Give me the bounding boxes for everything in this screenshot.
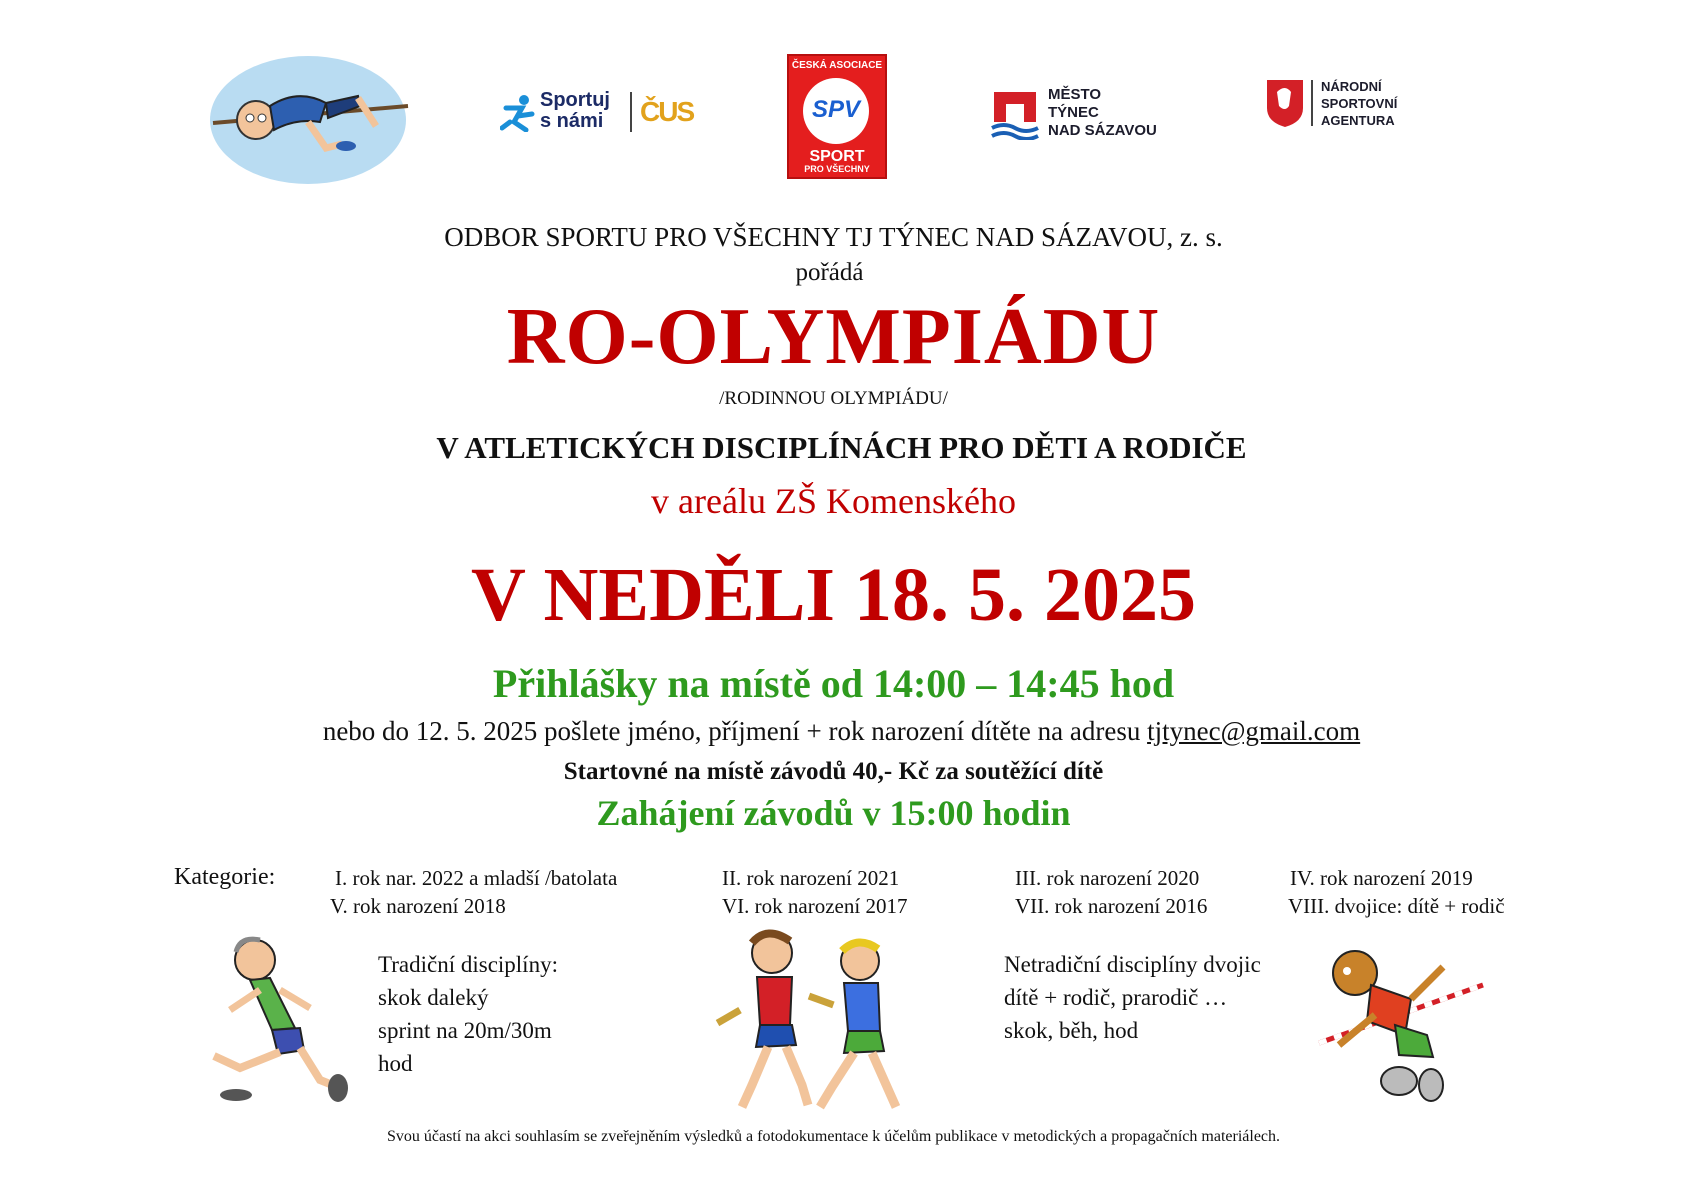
registration-text: nebo do 12. 5. 2025 pošlete jméno, příjmení + rok narození dítěte na adresu bbox=[322, 716, 1148, 746]
venue-line: v areálu ZŠ Komenského bbox=[651, 481, 1016, 521]
category-item: IV. rok narození 2019 bbox=[1290, 866, 1473, 890]
sportuj-line-1: Sportuj bbox=[540, 89, 610, 111]
nsa-line-3: AGENTURA bbox=[1321, 113, 1395, 128]
organizes-line: pořádá bbox=[795, 259, 864, 286]
registration-by-email bbox=[0, 716, 1683, 747]
nontraditional-disciplines bbox=[1004, 948, 1261, 1047]
nontraditional-item: skok, běh, hod bbox=[1004, 1018, 1139, 1043]
event-date: V NEDĚLI 18. 5. 2025 bbox=[471, 553, 1196, 637]
old-runner-illustration bbox=[200, 930, 360, 1105]
logo-divider bbox=[630, 92, 632, 132]
nsa-line-1: NÁRODNÍ bbox=[1321, 79, 1382, 94]
mesto-tynec-logo bbox=[990, 86, 1190, 146]
categories-label: Kategorie: bbox=[174, 864, 276, 890]
nsa-line-2: SPORTOVNÍ bbox=[1321, 96, 1398, 111]
czech-lion-icon bbox=[1265, 78, 1305, 128]
traditional-disciplines bbox=[378, 948, 558, 1080]
nontraditional-item: dítě + rodič, prarodič … bbox=[1004, 985, 1228, 1010]
mesto-line-3: NAD SÁZAVOU bbox=[1048, 122, 1157, 139]
entry-fee: Startovné na místě závodů 40,- Kč za soutěžící dítě bbox=[563, 758, 1104, 785]
hurdle-jumper-illustration bbox=[1315, 945, 1485, 1105]
spv-bottom-text: PRO VŠECHNY bbox=[804, 164, 870, 174]
cus-logo-text: ČUS bbox=[640, 96, 694, 127]
event-subtitle: /RODINNOU OLYMPIÁDU/ bbox=[719, 388, 948, 409]
category-item: V. rok narození 2018 bbox=[330, 894, 506, 918]
traditional-item: sprint na 20m/30m bbox=[378, 1018, 552, 1043]
email-link[interactable]: tjtynec@gmail.com bbox=[1147, 716, 1361, 746]
category-item: I. rok nar. 2022 a mladší /batolata bbox=[335, 866, 618, 890]
category-item: II. rok narození 2021 bbox=[722, 866, 900, 890]
runner-icon bbox=[500, 94, 536, 132]
spv-mark: SPV bbox=[811, 96, 861, 123]
consent-footer: Svou účastí na akci souhlasím se zveřejněním výsledků a fotodokumentace k účelům publikace v metodických a propagačních materiálech. bbox=[386, 1128, 1281, 1145]
sportuj-line-2: s námi bbox=[540, 110, 604, 132]
high-jumper-illustration bbox=[208, 48, 413, 188]
category-item: III. rok narození 2020 bbox=[1015, 866, 1200, 890]
relay-runners-illustration bbox=[712, 925, 927, 1120]
category-item: VII. rok narození 2016 bbox=[1015, 894, 1208, 918]
traditional-heading: Tradiční disciplíny: bbox=[378, 952, 558, 977]
disciplines-line: V ATLETICKÝCH DISCIPLÍNÁCH PRO DĚTI A RODIČE bbox=[436, 430, 1247, 465]
spv-top-text: ČESKÁ ASOCIACE bbox=[791, 60, 883, 71]
start-time: Zahájení závodů v 15:00 hodin bbox=[596, 793, 1071, 833]
mesto-line-2: TÝNEC bbox=[1048, 104, 1099, 121]
mesto-emblem-icon bbox=[990, 88, 1040, 140]
sportuj-s-nami-logo bbox=[500, 90, 710, 136]
spv-sport-text: SPORT bbox=[809, 148, 865, 165]
category-item: VI. rok narození 2017 bbox=[722, 894, 908, 918]
event-title: RO-OLYMPIÁDU bbox=[506, 293, 1161, 381]
spv-logo bbox=[787, 54, 887, 179]
traditional-item: skok daleký bbox=[378, 985, 489, 1010]
category-item: VIII. dvojice: dítě + rodič bbox=[1288, 894, 1505, 918]
organizer-line: ODBOR SPORTU PRO VŠECHNY TJ TÝNEC NAD SÁZAVOU, z. s. bbox=[444, 222, 1223, 252]
onsite-registration: Přihlášky na místě od 14:00 – 14:45 hod bbox=[492, 661, 1175, 706]
traditional-item: hod bbox=[378, 1051, 413, 1076]
mesto-line-1: MĚSTO bbox=[1048, 86, 1102, 103]
narodni-sportovni-agentura-logo bbox=[1265, 78, 1435, 138]
nontraditional-heading: Netradiční disciplíny dvojic bbox=[1004, 952, 1261, 977]
